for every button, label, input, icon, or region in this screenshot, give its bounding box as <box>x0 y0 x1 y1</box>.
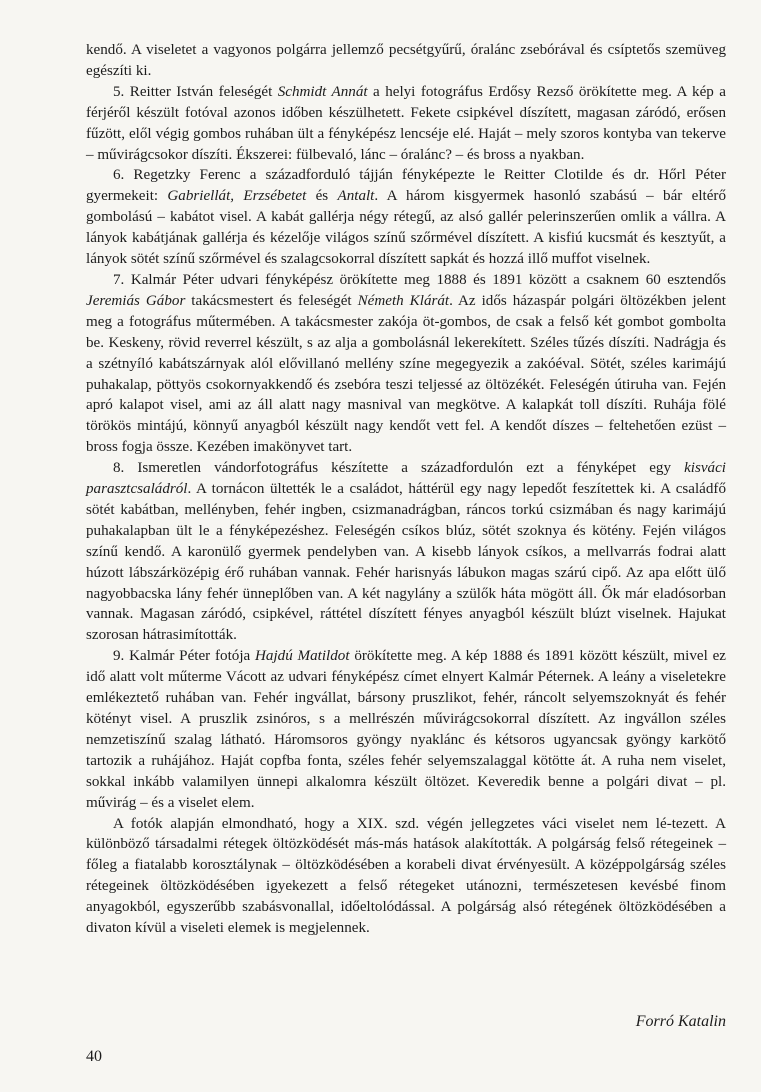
text-run: a helyi fotográfus Erdősy Rezső örökítette meg. A kép a férjéről készült fotóval azonos időben készülhetett. Fekete csipkével díszített, magasan záródó, erősen fűzött, elől végig gombos ruhában ült a fényképész lencséje elé. Haját – mely szoros kontyba van tekerve – művirágcsokor díszíti. Ékszerei: fülbevaló, lánc – óralánc? – és bross a nyakban. <box>86 83 726 163</box>
paragraph <box>86 165 726 270</box>
text-run: . Az idős házaspár polgári öltözékben jelent meg a fotográfus műtermében. A takácsmester zakója öt-gombos, de csak a felső két gombot gombolta be. Keskeny, rövid reverrel készült, s az alja a gombolásnál lekerekített. Széles tűzés díszíti. Nadrágja és a szétnyíló kabátszárnyak alól elővillanó mellény színe megegyezik a zakóéval. Sötét, széles karimájú puhakalap, pöttyös csokornyakkendő és zsebóra teszi teljessé az öltözékét. Feleségén útiruha van. Fején apró kalapot visel, ami az áll alatt nagy masnival van megkötve. A kalapkát toll díszíti. Ruhája fölé törökös mintájú, könnyű anyagból készült nagy kendőt vett fel. A kendőt díszes – feltehetően ezüst – bross fogja össze. Kezében imakönyvet tart. <box>86 292 726 456</box>
italic-name: kisváci parasztcsaládról <box>86 460 726 498</box>
italic-name: Jeremiás Gábor <box>86 292 186 309</box>
text-run: 9. Kalmár Péter fotója <box>113 648 256 665</box>
text-run: és <box>306 188 338 205</box>
text-run: örökítette meg. A kép 1888 és 1891 között készült, mivel ez idő alatt volt műterme Vácott az udvari fényképész címet elnyert Kalmár Péternek. A leány a viseletekre emlékeztető ruhában van. Fehér ingvállat, bársony pruszlikot, fehér, ráncolt selyemszoknyát és fehér kötényt visel. A pruszlik zsinóros, s a mellrészén művirágcsokorral díszített. Az ingvállon széles nemzetiszínű szalag látható. Háromsoros gyöngy nyaklánc és kétsoros ugyancsak gyöngy karkötő tartozik a ruhájához. Haját copfba fonta, széles fehér selyemszalaggal kötötte át. A ruha nem viselet, sokkal inkább valamilyen ünnepi alkalomra készült öltözet. Keveredik benne a polgári divat – pl. művirág – és a viselet elem. <box>86 648 726 811</box>
italic-name: Németh Klárát <box>357 292 450 309</box>
paragraph <box>86 814 726 939</box>
author-signature: Forró Katalin <box>635 1013 726 1030</box>
page-number: 40 <box>86 1048 102 1065</box>
text-run: takácsmestert és feleségét <box>185 292 358 309</box>
article-body <box>86 40 726 939</box>
text-run: 5. Reitter István feleségét <box>113 83 278 100</box>
text-run: kendő. A viseletet a vagyonos polgárra jellemző pecsétgyűrű, óralánc zsebórával és csíptetős szemüveg egészíti ki. <box>86 42 726 79</box>
italic-name: Hajdú Matildot <box>255 648 350 665</box>
italic-name: Gabriellát, Erzsébetet <box>167 188 307 205</box>
paragraph <box>86 458 726 646</box>
paragraph <box>86 646 726 813</box>
paragraph <box>86 270 726 458</box>
text-run: . A tornácon ültették le a családot, háttérül egy nagy lepedőt feszítettek ki. A családfő sötét kabátban, mellényben, fehér ingben, csizmanadrágban, ráncos torkú csizmában és nagy karimájú puhakalapban ült le a fényképezéshez. Feleségén csíkos blúz, sötét szoknya és kötény. Fején világos színű kendő. A karonülő gyermek pendelyben van. A kisebb lányok csíkos, a mellvarrás fodrai alatt húzott lábszárközépig érő ruhában vannak. Fehér harisnyás lábukon magas szárú cipő. Az apa előtt ülő nagyobbacska lány fehér ünneplőben van. A két nagylány a szülők háta mögött áll. Ők már eladósorban vannak. Magasan záródó, csipkével, ráttétel díszített fényes anyagból készült blúzt viselnek. Hajukat szorosan hátrasimították. <box>86 481 726 644</box>
text-run: A fotók alapján elmondható, hogy a XIX. szd. végén jellegzetes váci viselet nem lé-tezett. A különböző társadalmi rétegek öltözködését más-más hatások alakították. A polgárság felső rétegeinek – főleg a fiatalabb korosztálynak – öltözködésében a korabeli divat érvényesült. A középpolgárság széles rétegeinek öltözködésében igyekezett a felső rétegeket utánozni, természetesen kevésbé finom anyagokból, egyszerűbb szabásvonallal, időeltolódással. A polgárság alsó rétegének öltözködésében a divaton kívül a viseleti elemek is megjelennek. <box>86 815 726 937</box>
text-run: 6. Regetzky Ferenc a századforduló tájján fényképezte le Reitter Clotilde és dr. Hőrl Péter gyermekeit: <box>86 167 726 205</box>
italic-name: Schmidt Annát <box>277 83 368 100</box>
text-run: . A három kisgyermek hasonló szabású – bár eltérő gombolású – kabátot visel. A kabát gallérja négy rétegű, az alsó gallér pelerinszerűen omlik a vállra. A lányok kabátjának gallérja és kézelője világos színű szőrmével díszített. A kisfiú kucsmát és kesztyűt, a lányok sötét színű szőrmével és szalagcsokorral díszített sapkát és hozzá illő muffot viselnek. <box>86 188 727 268</box>
paragraph <box>86 82 726 166</box>
text-run: 8. Ismeretlen vándorfotográfus készítette a századfordulón ezt a fényképet egy <box>113 460 685 477</box>
text-run: 7. Kalmár Péter udvari fényképész örökítette meg 1888 és 1891 között a csaknem 60 esztendős <box>113 271 726 288</box>
italic-name: Antalt <box>337 188 375 205</box>
paragraph <box>86 40 726 82</box>
